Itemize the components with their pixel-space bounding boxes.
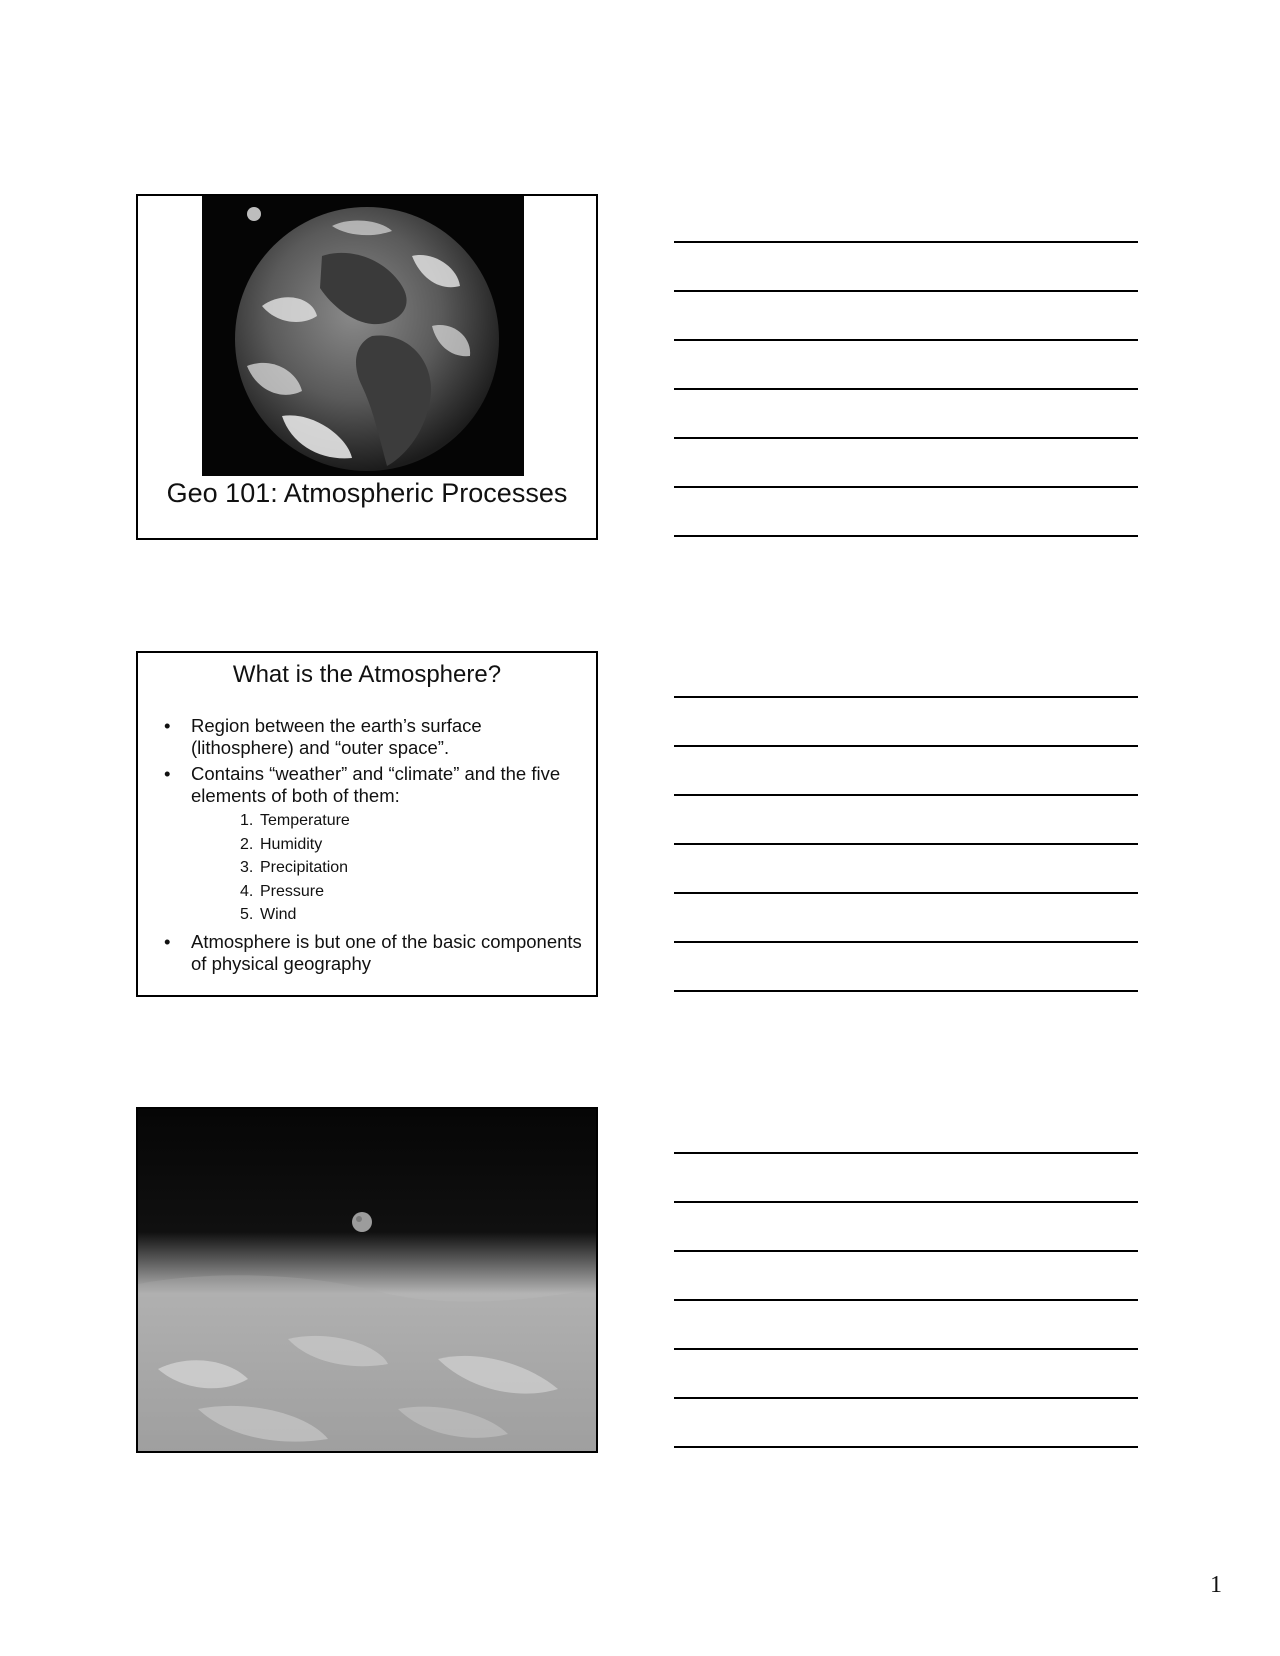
note-line bbox=[674, 241, 1138, 243]
bullet-text: Region between the earth’s surface (lithosphere) and “outer space”. bbox=[191, 715, 482, 758]
list-number: 3. bbox=[240, 859, 254, 876]
note-line bbox=[674, 745, 1138, 747]
note-line bbox=[674, 339, 1138, 341]
list-item bbox=[191, 903, 588, 927]
bullet-marker: • bbox=[164, 763, 171, 784]
list-number: 2. bbox=[240, 835, 254, 853]
slide-title: What is the Atmosphere? bbox=[232, 661, 502, 688]
list-item bbox=[191, 880, 588, 904]
bullet-item bbox=[160, 931, 588, 975]
note-line bbox=[674, 290, 1138, 292]
earth-horizon-moon-photo bbox=[138, 1109, 596, 1451]
bullet-marker: • bbox=[164, 715, 171, 736]
note-line bbox=[674, 696, 1138, 698]
list-number: 4. bbox=[240, 882, 254, 900]
list-label: Temperature bbox=[260, 812, 350, 829]
slide-title: Geo 101: Atmospheric Processes bbox=[166, 478, 568, 508]
bullet-item bbox=[160, 715, 588, 759]
note-line bbox=[674, 1299, 1138, 1301]
list-label: Wind bbox=[260, 906, 297, 923]
bullet-list bbox=[160, 715, 588, 979]
note-line bbox=[674, 1152, 1138, 1154]
bullet-text: Contains “weather” and “climate” and the five elements of both of them: bbox=[191, 763, 561, 806]
list-item bbox=[191, 856, 588, 880]
note-line bbox=[674, 843, 1138, 845]
list-item bbox=[191, 833, 588, 857]
note-line bbox=[674, 388, 1138, 390]
slide-1 bbox=[136, 194, 598, 540]
list-number: 1. bbox=[240, 812, 254, 829]
note-line bbox=[674, 1201, 1138, 1203]
note-line bbox=[674, 1250, 1138, 1252]
note-line bbox=[674, 486, 1138, 488]
bullet-marker: • bbox=[164, 930, 171, 952]
note-line bbox=[674, 535, 1138, 537]
elements-list bbox=[191, 809, 588, 927]
list-item bbox=[191, 809, 588, 833]
page-number: 1 bbox=[1210, 1572, 1222, 1598]
note-line bbox=[674, 1348, 1138, 1350]
note-line bbox=[674, 892, 1138, 894]
list-label: Precipitation bbox=[260, 859, 349, 876]
note-line bbox=[674, 794, 1138, 796]
earth-globe-photo bbox=[202, 196, 524, 476]
list-label: Humidity bbox=[260, 835, 323, 853]
note-line bbox=[674, 1446, 1138, 1448]
list-number: 5. bbox=[240, 906, 254, 923]
note-line bbox=[674, 1397, 1138, 1399]
slide-3 bbox=[136, 1107, 598, 1453]
bullet-text: Atmosphere is but one of the basic components of physical geography bbox=[191, 930, 582, 974]
note-line bbox=[674, 437, 1138, 439]
bullet-item bbox=[160, 763, 588, 927]
slide-2 bbox=[136, 651, 598, 997]
note-line bbox=[674, 990, 1138, 992]
note-line bbox=[674, 941, 1138, 943]
list-label: Pressure bbox=[260, 882, 325, 900]
